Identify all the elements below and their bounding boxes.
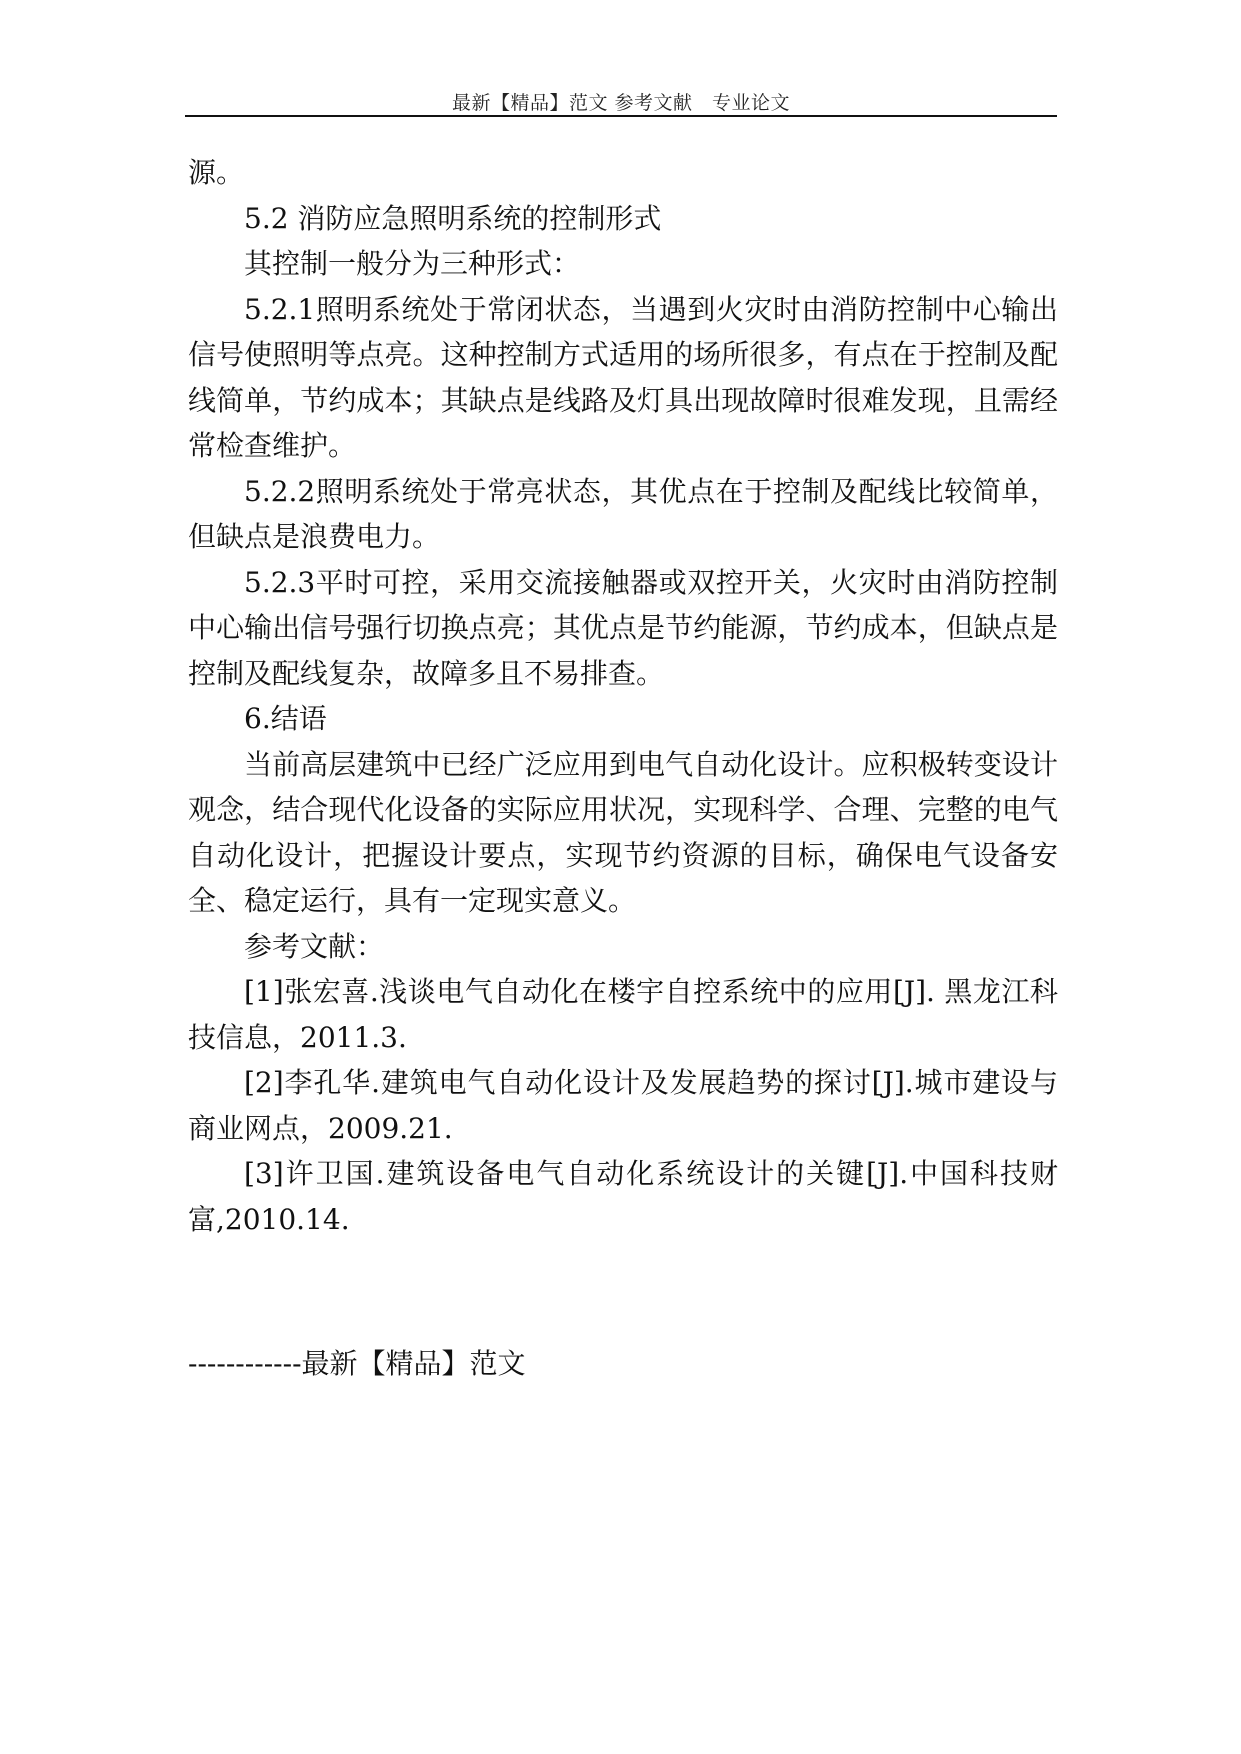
paragraph-continuation: 源。 bbox=[188, 156, 245, 189]
section-heading-5-2: 5.2 消防应急照明系统的控制形式 bbox=[244, 201, 662, 235]
references-heading: 参考文献： bbox=[244, 929, 385, 963]
section-heading-conclusion: 6.结语 bbox=[244, 702, 327, 735]
paragraph-5-2-1: 5.2.1照明系统处于常闭状态，当遇到火灾时由消防控制中心输出信号使照明等点亮。这种控制方式适用的场所很多，有点在于控制及配线简单，节约成本；其缺点是线路及灯具出现故障时很难发现，且需经常检查维护。 bbox=[188, 292, 1058, 462]
page-header: 最新【精品】范文 参考文献 专业论文 bbox=[451, 92, 791, 114]
reference-item-2: [2]李孔华.建筑电气自动化设计及发展趋势的探讨[J].城市建设与商业网点，2009.21. bbox=[188, 1066, 1058, 1145]
page-footer: ------------最新【精品】范文 bbox=[188, 1347, 526, 1380]
paragraph-5-2-3: 5.2.3平时可控，采用交流接触器或双控开关，火灾时由消防控制中心输出信号强行切换点亮；其优点是节约能源，节约成本，但缺点是控制及配线复杂，故障多且不易排查。 bbox=[188, 565, 1058, 690]
reference-item-1: [1]张宏喜.浅谈电气自动化在楼宇自控系统中的应用[J]. 黑龙江科技信息，2011.3. bbox=[188, 975, 1058, 1054]
reference-item-3: [3]许卫国.建筑设备电气自动化系统设计的关键[J].中国科技财富,2010.14. bbox=[188, 1157, 1058, 1236]
body-text bbox=[188, 150, 1058, 1242]
paragraph-conclusion: 当前高层建筑中已经广泛应用到电气自动化设计。应积极转变设计观念，结合现代化设备的实际应用状况，实现科学、合理、完整的电气自动化设计，把握设计要点，实现节约资源的目标，确保电气设备安全、稳定运行，具有一定现实意义。 bbox=[188, 747, 1058, 917]
paragraph-5-2-2: 5.2.2照明系统处于常亮状态，其优点在于控制及配线比较简单，但缺点是浪费电力。 bbox=[188, 474, 1058, 553]
paragraph-intro: 其控制一般分为三种形式： bbox=[244, 247, 581, 280]
header-divider bbox=[185, 115, 1057, 117]
